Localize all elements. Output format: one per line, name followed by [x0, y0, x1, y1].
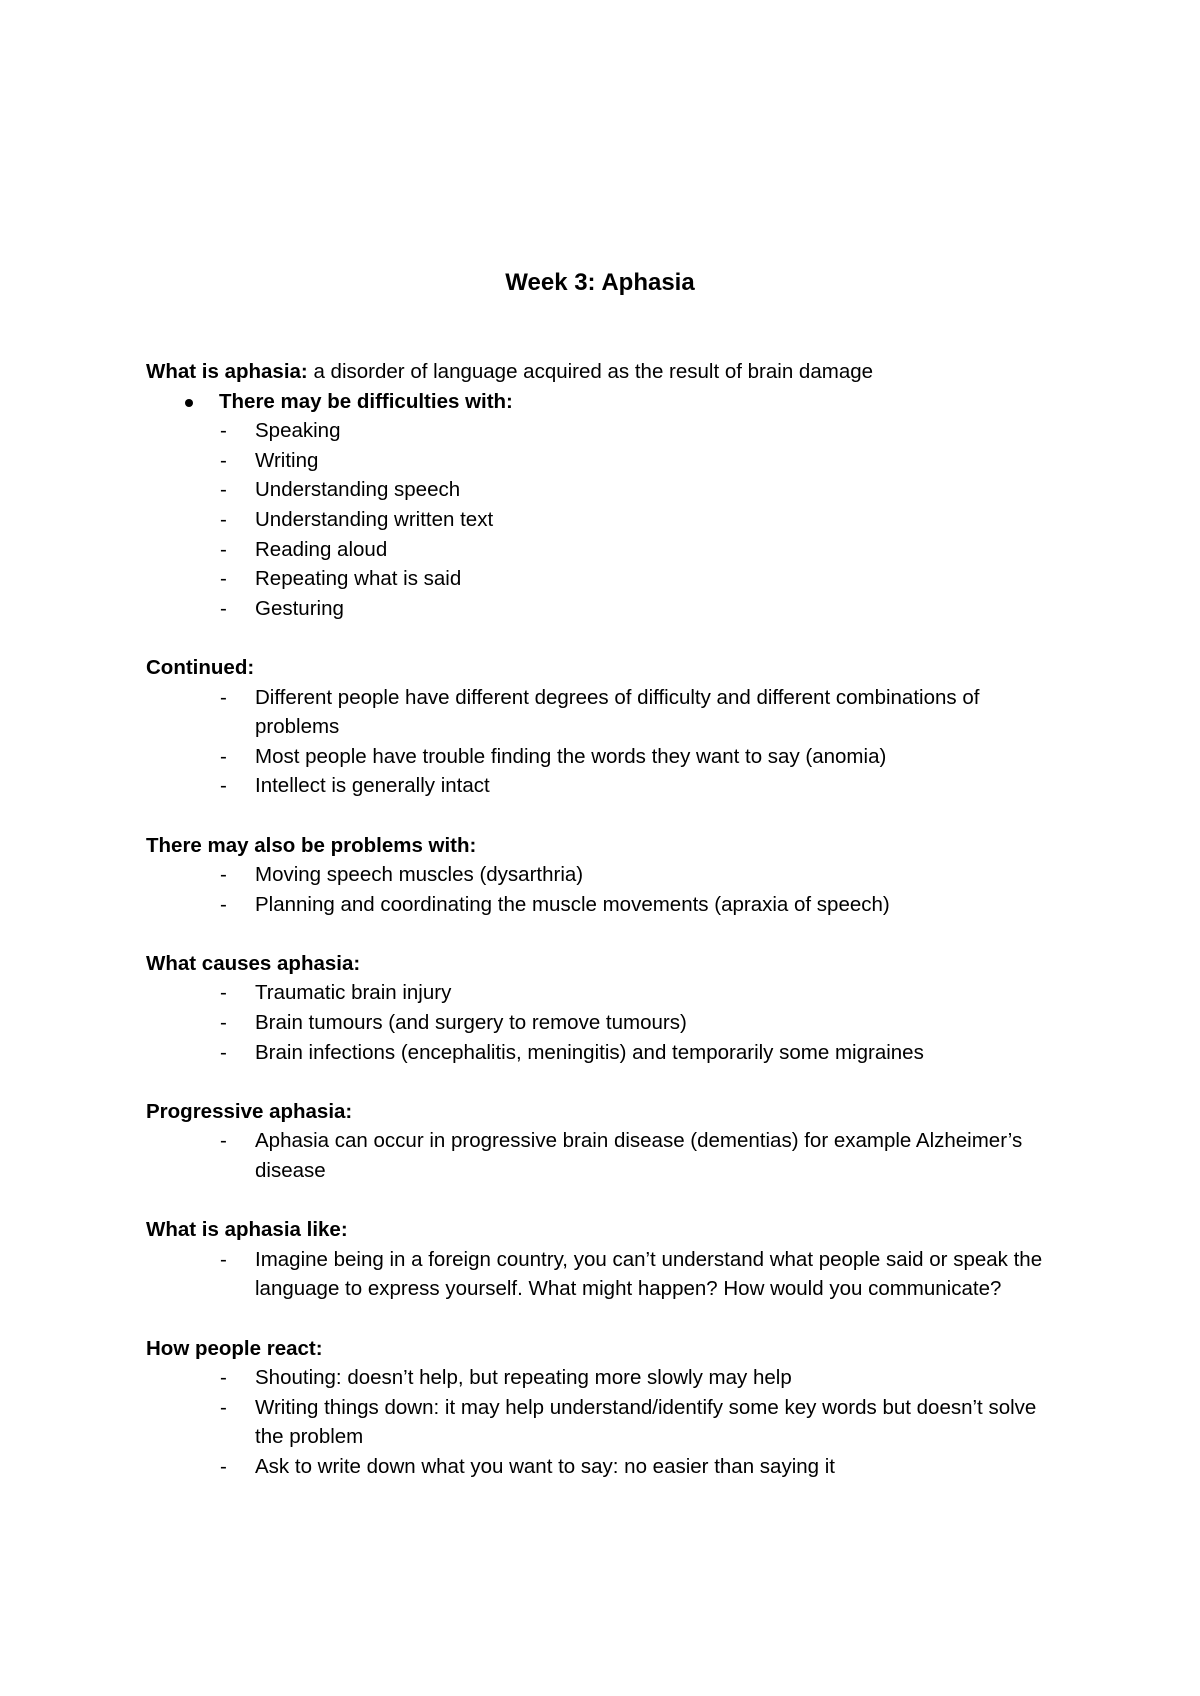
section-causes — [146, 949, 1066, 1067]
list-item-text: Imagine being in a foreign country, you can’t understand what people said or speak the language to express yourself. What might happen? How would you communicate? — [255, 1247, 1043, 1301]
dash-icon: - — [220, 981, 227, 1005]
section-heading-line — [146, 1334, 1066, 1364]
section-heading: What is aphasia: — [146, 360, 308, 383]
list-item — [146, 594, 1066, 624]
list-item-text: Understanding speech — [255, 478, 461, 502]
section-continued — [146, 653, 1066, 801]
list-item — [146, 683, 1066, 742]
page-title: Week 3: Aphasia — [505, 269, 695, 296]
section-heading: How people react: — [146, 1336, 323, 1360]
dash-list — [146, 978, 1066, 1067]
dash-icon: - — [220, 1247, 227, 1271]
dash-icon: - — [220, 1454, 227, 1478]
list-item-text: Gesturing — [255, 596, 344, 620]
list-item — [146, 1245, 1066, 1304]
dash-list — [146, 1245, 1066, 1304]
section-what-is-aphasia — [146, 357, 1066, 623]
dash-icon: - — [220, 419, 227, 443]
dash-icon: - — [220, 567, 227, 591]
list-item — [146, 535, 1066, 565]
list-item — [146, 1008, 1066, 1038]
bullet-list — [146, 387, 1066, 417]
dash-icon: - — [220, 774, 227, 798]
list-item — [146, 860, 1066, 890]
section-heading-line — [146, 1215, 1066, 1245]
section-other-problems — [146, 831, 1066, 920]
list-item — [146, 505, 1066, 535]
section-definition: a disorder of language acquired as the result of brain damage — [307, 360, 874, 383]
dash-icon: - — [220, 1366, 227, 1390]
list-item — [146, 1038, 1066, 1068]
bullet-dot-icon — [185, 399, 193, 407]
list-item — [146, 475, 1066, 505]
dash-icon: - — [220, 1129, 227, 1153]
list-item-text: Traumatic brain injury — [255, 981, 452, 1005]
list-item-text: Repeating what is said — [255, 567, 462, 591]
list-item-text: Shouting: doesn’t help, but repeating more slowly may help — [255, 1366, 792, 1390]
list-item-text: Reading aloud — [255, 537, 388, 561]
dash-icon: - — [220, 1395, 227, 1419]
list-item-text: Writing — [255, 448, 319, 472]
section-heading: What causes aphasia: — [146, 951, 361, 975]
dash-icon: - — [220, 448, 227, 472]
list-item-text: Understanding written text — [255, 507, 494, 531]
list-item — [146, 978, 1066, 1008]
dash-icon: - — [220, 892, 227, 916]
dash-icon: - — [220, 1040, 227, 1064]
list-item — [146, 1126, 1066, 1185]
dash-icon: - — [220, 507, 227, 531]
list-item-text: Most people have trouble finding the words they want to say (anomia) — [255, 744, 887, 768]
section-heading: There may also be problems with: — [146, 833, 477, 857]
dash-icon: - — [220, 863, 227, 887]
dash-icon: - — [220, 478, 227, 502]
section-heading-line — [146, 357, 1066, 387]
dash-list — [146, 1363, 1066, 1481]
dash-list — [146, 416, 1066, 623]
list-item-text: Writing things down: it may help understand/identify some key words but doesn’t solve the problem — [255, 1395, 1037, 1449]
list-item-text: Speaking — [255, 419, 341, 443]
dash-list — [146, 860, 1066, 919]
document-body — [146, 357, 1066, 1511]
section-heading: Progressive aphasia: — [146, 1099, 353, 1123]
section-what-is-it-like — [146, 1215, 1066, 1304]
list-item-text: Aphasia can occur in progressive brain disease (dementias) for example Alzheimer’s disease — [255, 1129, 1023, 1183]
section-heading-line — [146, 831, 1066, 861]
list-item-text: Intellect is generally intact — [255, 774, 490, 798]
list-item-text: Different people have different degrees of difficulty and different combinations of problems — [255, 685, 980, 739]
list-item — [146, 890, 1066, 920]
bullet-item — [146, 387, 1066, 417]
list-item-text: Moving speech muscles (dysarthria) — [255, 863, 584, 887]
section-heading: What is aphasia like: — [146, 1218, 348, 1242]
list-item — [146, 564, 1066, 594]
dash-icon: - — [220, 1011, 227, 1035]
dash-icon: - — [220, 596, 227, 620]
list-item-text: Planning and coordinating the muscle movements (apraxia of speech) — [255, 892, 890, 916]
list-item-text: Brain infections (encephalitis, meningitis) and temporarily some migraines — [255, 1040, 924, 1064]
list-item — [146, 1452, 1066, 1482]
dash-list — [146, 1126, 1066, 1185]
section-how-people-react — [146, 1334, 1066, 1482]
list-item — [146, 416, 1066, 446]
list-item — [146, 771, 1066, 801]
bullet-text: There may be difficulties with: — [219, 389, 513, 413]
section-progressive — [146, 1097, 1066, 1186]
dash-icon: - — [220, 744, 227, 768]
section-heading-line — [146, 653, 1066, 683]
dash-list — [146, 683, 1066, 801]
section-heading: Continued: — [146, 655, 255, 679]
list-item-text: Brain tumours (and surgery to remove tumours) — [255, 1011, 687, 1035]
section-heading-line — [146, 1097, 1066, 1127]
list-item — [146, 1363, 1066, 1393]
dash-icon: - — [220, 537, 227, 561]
list-item — [146, 742, 1066, 772]
dash-icon: - — [220, 685, 227, 709]
list-item — [146, 1393, 1066, 1452]
section-heading-line — [146, 949, 1066, 979]
list-item-text: Ask to write down what you want to say: no easier than saying it — [255, 1454, 835, 1478]
list-item — [146, 446, 1066, 476]
